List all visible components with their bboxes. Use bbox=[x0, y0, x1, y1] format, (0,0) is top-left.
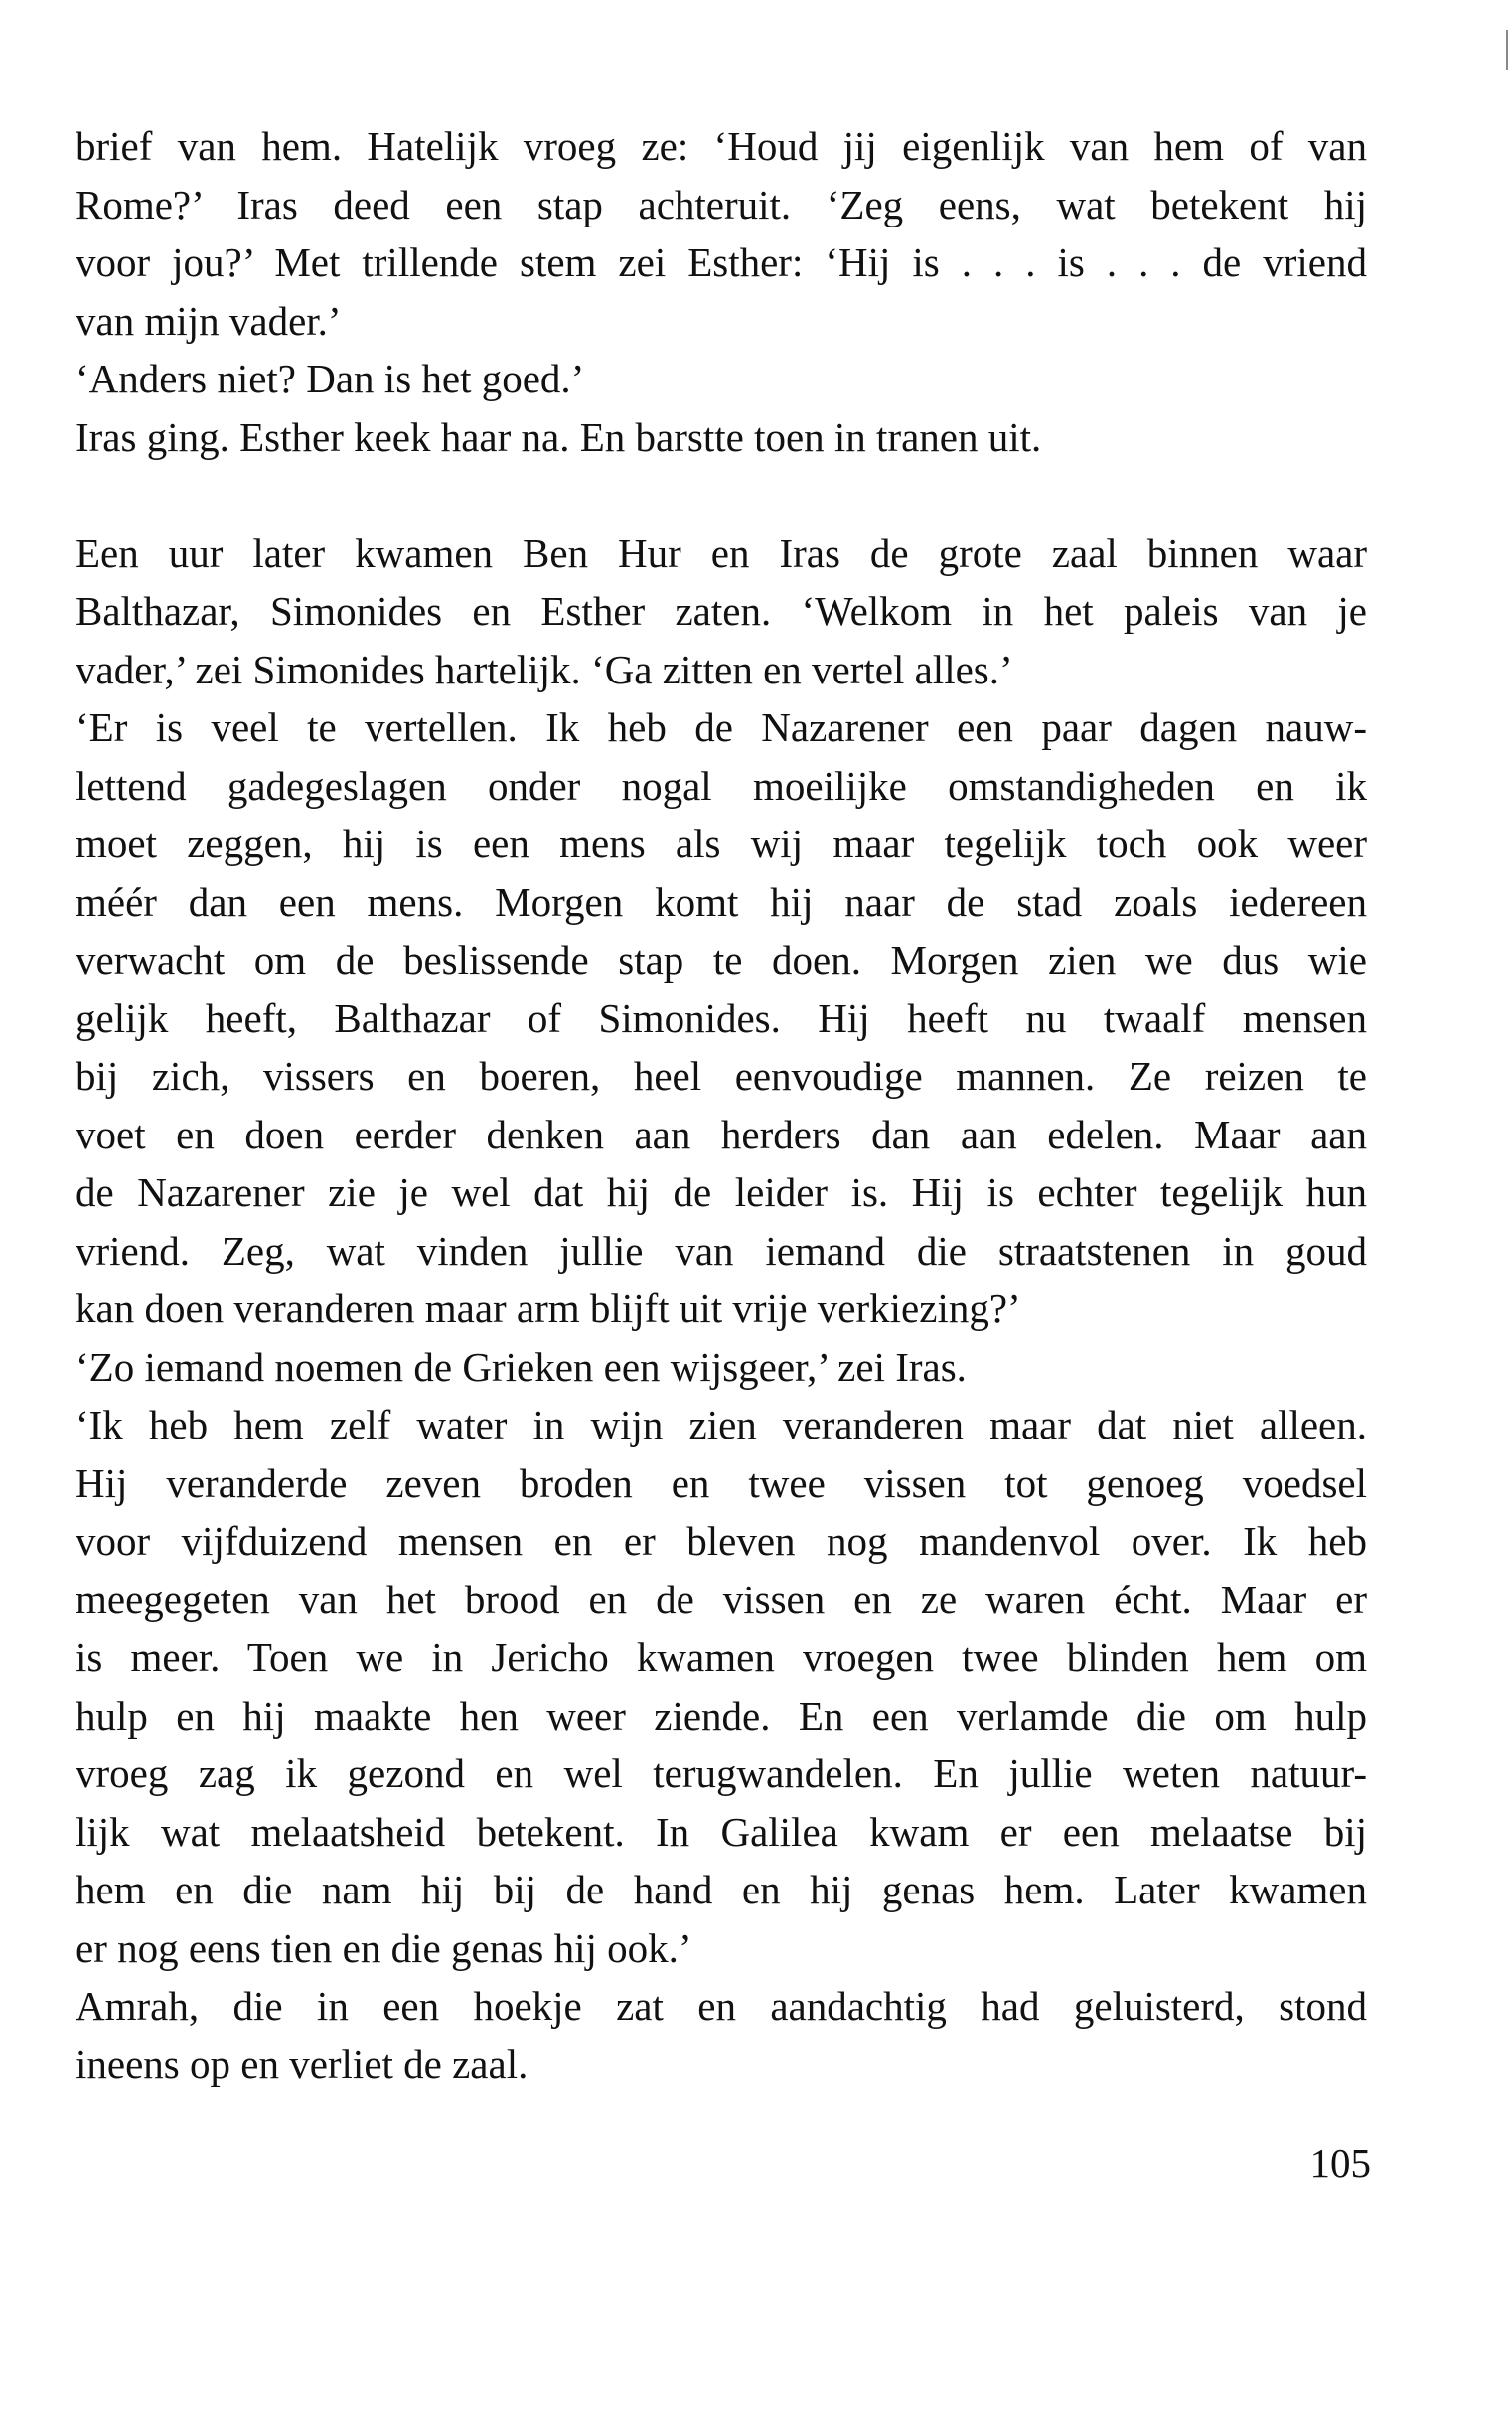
text-line: bij zich, vissers en boeren, heel eenvoudige mannen. Ze reizen te bbox=[76, 1053, 1367, 1099]
paragraph-gap bbox=[76, 466, 1367, 525]
paragraph bbox=[76, 350, 1367, 408]
paragraph bbox=[76, 698, 1367, 1338]
paragraph bbox=[76, 1338, 1367, 1397]
paragraph bbox=[76, 1396, 1367, 1977]
text-line: ‘Anders niet? Dan is het goed.’ bbox=[76, 356, 585, 401]
text-line: kan doen veranderen maar arm blijft uit vrije verkiezing?’ bbox=[76, 1286, 1021, 1331]
paragraph bbox=[76, 408, 1367, 467]
text-line: vroeg zag ik gezond en wel terugwandelen. En jullie weten natuur- bbox=[76, 1750, 1367, 1796]
text-line: gelijk heeft, Balthazar of Simonides. Hij heeft nu twaalf mensen bbox=[76, 994, 1367, 1041]
text-line: Hij veranderde zeven broden en twee vissen tot genoeg voedsel bbox=[76, 1459, 1367, 1506]
body-text bbox=[76, 117, 1367, 2093]
text-line: voor jou?’ Met trillende stem zei Esther: ‘Hij is . . . is . . . de vriend bbox=[76, 239, 1367, 285]
text-line: ineens op en verliet de zaal. bbox=[76, 2041, 529, 2087]
text-line: de Nazarener zie je wel dat hij de leider is. Hij is echter tegelijk hun bbox=[76, 1169, 1367, 1215]
text-line: vriend. Zeg, wat vinden jullie van iemand die straatstenen in goud bbox=[76, 1227, 1367, 1274]
text-line: van mijn vader.’ bbox=[76, 297, 342, 344]
text-line: moet zeggen, hij is een mens als wij maar tegelijk toch ook weer bbox=[76, 821, 1367, 866]
text-line: hem en die nam hij bij de hand en hij genas hem. Later kwamen bbox=[76, 1867, 1367, 1912]
page-number: 105 bbox=[1309, 2140, 1371, 2186]
text-line: Een uur later kwamen Ben Hur en Iras de grote zaal binnen waar bbox=[76, 530, 1367, 576]
text-line: brief van hem. Hatelijk vroeg ze: ‘Houd jij eigenlijk van hem of van bbox=[76, 123, 1367, 169]
text-line: ‘Ik heb hem zelf water in wijn zien veranderen maar dat niet alleen. bbox=[76, 1402, 1367, 1447]
text-line: lijk wat melaatsheid betekent. In Galilea kwam er een melaatse bij bbox=[76, 1808, 1367, 1855]
text-line: hulp en hij maakte hen weer ziende. En een verlamde die om hulp bbox=[76, 1692, 1367, 1739]
text-line: er nog eens tien en die genas hij ook.’ bbox=[76, 1924, 692, 1971]
text-line: Balthazar, Simonides en Esther zaten. ‘Welkom in het paleis van je bbox=[76, 588, 1367, 634]
text-line: méér dan een mens. Morgen komt hij naar de stad zoals iedereen bbox=[76, 878, 1367, 925]
text-line: Amrah, die in een hoekje zat en aandachtig had geluisterd, stond bbox=[76, 1983, 1367, 2029]
text-line: ‘Er is veel te vertellen. Ik heb de Nazarener een paar dagen nauw- bbox=[76, 704, 1367, 750]
paragraph bbox=[76, 525, 1367, 699]
text-line: voet en doen eerder denken aan herders dan aan edelen. Maar aan bbox=[76, 1111, 1367, 1157]
text-line: ‘Zo iemand noemen de Grieken een wijsgeer,’ zei Iras. bbox=[76, 1343, 967, 1390]
text-line: meegegeten van het brood en de vissen en ze waren écht. Maar er bbox=[76, 1576, 1367, 1622]
text-line: verwacht om de beslissende stap te doen. Morgen zien we dus wie bbox=[76, 937, 1367, 983]
text-line: is meer. Toen we in Jericho kwamen vroegen twee blinden hem om bbox=[76, 1634, 1367, 1680]
paragraph bbox=[76, 117, 1367, 350]
page-edge-mark bbox=[1506, 30, 1508, 70]
paragraph bbox=[76, 1977, 1367, 2093]
text-line: voor vijfduizend mensen en er bleven nog mandenvol over. Ik heb bbox=[76, 1518, 1367, 1564]
text-line: lettend gadegeslagen onder nogal moeilijke omstandigheden en ik bbox=[76, 762, 1367, 809]
text-line: Iras ging. Esther keek haar na. En barstte toen in tranen uit. bbox=[76, 413, 1042, 460]
text-line: vader,’ zei Simonides hartelijk. ‘Ga zitten en vertel alles.’ bbox=[76, 646, 1013, 692]
text-line: Rome?’ Iras deed een stap achteruit. ‘Zeg eens, wat betekent hij bbox=[76, 181, 1367, 227]
